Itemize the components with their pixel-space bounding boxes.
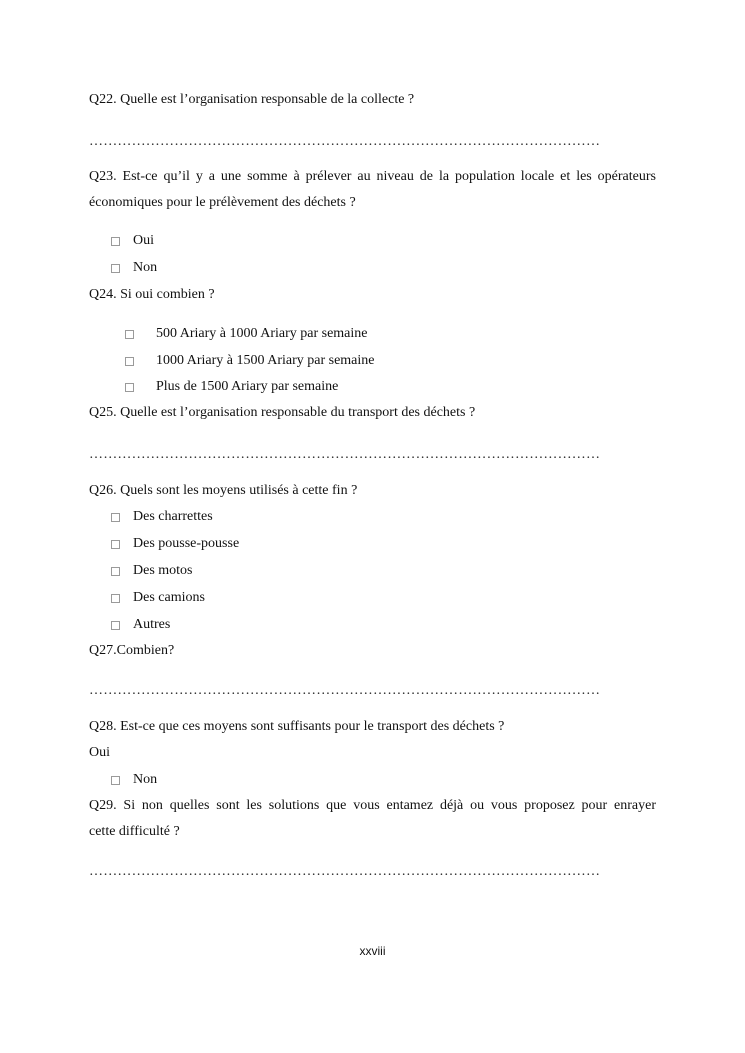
option-q24-1: 500 Ariary à 1000 Ariary par semaine <box>156 326 368 341</box>
checkbox-q23-non[interactable] <box>111 264 120 273</box>
option-q23-non: Non <box>133 260 158 275</box>
checkbox-q26-motos[interactable] <box>111 567 120 576</box>
question-q24: Q24. Si oui combien ? <box>89 287 215 302</box>
option-q26-camions: Des camions <box>133 590 205 605</box>
checkbox-q23-oui[interactable] <box>111 237 120 246</box>
question-q29-line1: Q29. Si non quelles sont les solutions que vous entamez déjà ou vous proposez pour enrayer <box>89 798 656 813</box>
question-q23-line1: Q23. Est-ce qu’il y a une somme à prélever au niveau de la population locale et les opérateurs <box>89 169 656 184</box>
checkbox-q24-option-3[interactable] <box>125 383 134 392</box>
checkbox-q26-charrettes[interactable] <box>111 513 120 522</box>
checkbox-q26-camions[interactable] <box>111 594 120 603</box>
checkbox-q24-option-2[interactable] <box>125 357 134 366</box>
checkbox-q26-autres[interactable] <box>111 621 120 630</box>
answer-line-q25[interactable]: ……………………………………………………………………………………………… <box>89 447 601 462</box>
answer-line-q27[interactable]: ……………………………………………………………………………………………… <box>89 683 601 698</box>
option-q28-oui: Oui <box>89 745 110 760</box>
question-q27: Q27.Combien? <box>89 643 175 658</box>
question-q29-line2: cette difficulté ? <box>89 824 180 839</box>
answer-line-q22[interactable]: ……………………………………………………………………………………………… <box>89 134 601 149</box>
option-q26-charrettes: Des charrettes <box>133 509 213 524</box>
question-q25: Q25. Quelle est l’organisation responsable du transport des déchets ? <box>89 405 476 420</box>
answer-line-q29[interactable]: ……………………………………………………………………………………………… <box>89 864 601 879</box>
question-q28: Q28. Est-ce que ces moyens sont suffisants pour le transport des déchets ? <box>89 719 505 734</box>
option-q23-oui: Oui <box>133 233 154 248</box>
question-q23-line2: économiques pour le prélèvement des déchets ? <box>89 195 356 210</box>
option-q26-motos: Des motos <box>133 563 193 578</box>
option-q26-pousse-pousse: Des pousse-pousse <box>133 536 240 551</box>
checkbox-q24-option-1[interactable] <box>125 330 134 339</box>
question-q26: Q26. Quels sont les moyens utilisés à cette fin ? <box>89 483 358 498</box>
page-number: xxviii <box>359 944 386 958</box>
checkbox-q28-non[interactable] <box>111 776 120 785</box>
option-q26-autres: Autres <box>133 617 171 632</box>
option-q24-3: Plus de 1500 Ariary par semaine <box>156 379 339 394</box>
option-q28-non: Non <box>133 772 158 787</box>
option-q24-2: 1000 Ariary à 1500 Ariary par semaine <box>156 353 375 368</box>
question-q22: Q22. Quelle est l’organisation responsable de la collecte ? <box>89 92 415 107</box>
checkbox-q26-pousse-pousse[interactable] <box>111 540 120 549</box>
